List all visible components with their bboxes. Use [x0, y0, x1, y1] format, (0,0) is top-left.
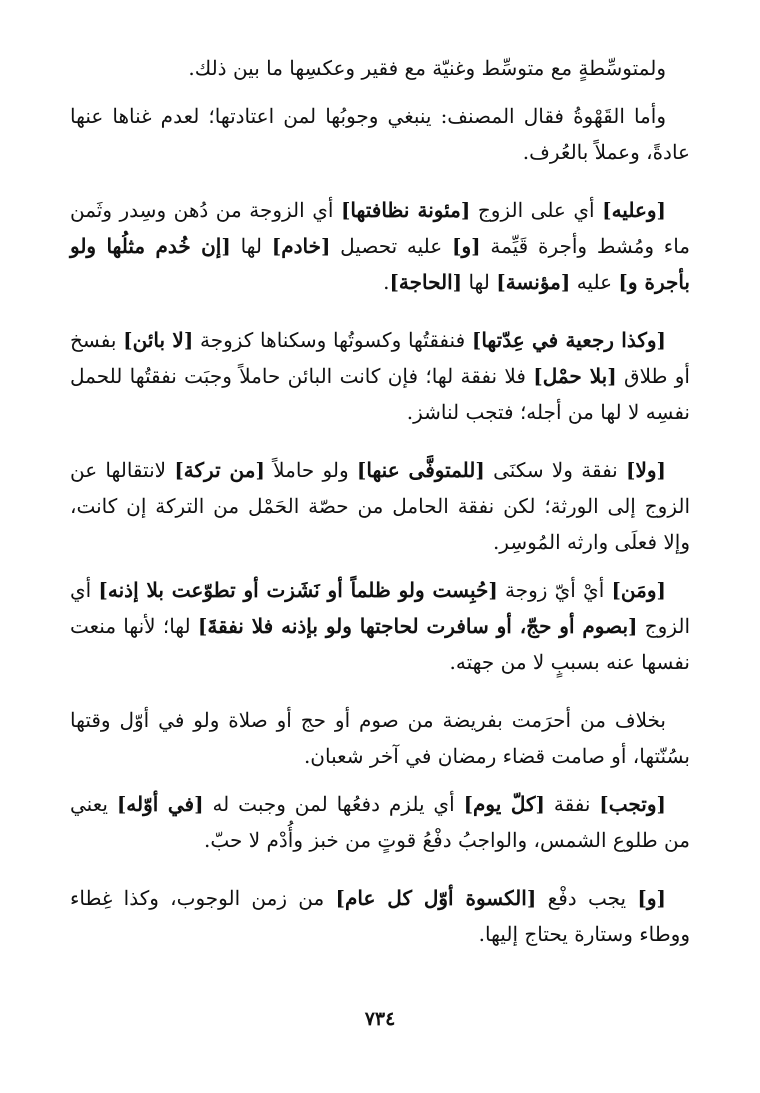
matn-text: [مئونة نظافتها] — [340, 198, 471, 222]
commentary-text: أي على الزوج — [470, 198, 603, 222]
matn-text: [في أوّله] — [116, 792, 204, 816]
commentary-text: لها — [230, 234, 272, 258]
matn-text: [ومَن] — [611, 578, 666, 602]
paragraph-3 — [70, 192, 690, 300]
commentary-text: يجب دفْع — [536, 886, 638, 910]
paragraph-8 — [70, 786, 690, 858]
commentary-text: عليه — [570, 270, 619, 294]
commentary-text: نفقة ولا سكنَى — [484, 458, 627, 482]
paragraph-1 — [70, 50, 690, 86]
paragraph-9 — [70, 880, 690, 952]
commentary-text: ولمتوسِّطةٍ مع متوسِّط وغنيّة مع فقير وعكسِها ما بين ذلك. — [188, 56, 666, 80]
matn-text: [الكسوة أوّل كل عام] — [335, 886, 537, 910]
paragraph-5 — [70, 452, 690, 560]
commentary-text: نفقة — [544, 792, 600, 816]
commentary-text: أيْ أيّ زوجة — [497, 578, 612, 602]
matn-text: [وكذا رجعية في عِدّتها] — [471, 328, 666, 352]
commentary-text: وأما القَهْوةُ فقال المصنف: ينبغي وجوبُها لمن اعتادتها؛ لعدم غناها عنها عادةً، وعملاً بالعُرف. — [70, 104, 690, 164]
matn-text: [كلّ يوم] — [463, 792, 545, 816]
paragraph-6 — [70, 572, 690, 680]
commentary-text: لانتقالها عن الزوج إلى الورثة؛ لكن نفقة الحامل من حصّة الحَمْل من التركة إن كانت، وإلا فعلَى وارثه المُوسِر. — [70, 458, 690, 554]
page-body — [70, 50, 690, 964]
commentary-text: ولو حاملاً — [264, 458, 357, 482]
matn-text: [حُبِست ولو ظلماً أو نَشَزت أو تطوّعت بلا إذنه] — [98, 578, 498, 602]
commentary-text: فلا نفقة لها؛ فإن كانت البائن حاملاً وجبَت نفقتُها للحمل نفسِه لا لها من أجله؛ فتجب لناشز. — [70, 364, 690, 424]
commentary-text: لها — [462, 270, 497, 294]
page-number: ٧٣٤ — [364, 1008, 396, 1030]
commentary-text: بفسخ أو طلاق — [70, 328, 690, 388]
matn-text: [مؤنسة] — [496, 270, 571, 294]
commentary-text: أي الزوج — [70, 578, 691, 638]
paragraph-2 — [70, 98, 690, 170]
commentary-text: من زمن الوجوب، وكذا غِطاء ووطاء وستارة يحتاج إليها. — [70, 886, 690, 946]
matn-text: [من تركة] — [174, 458, 265, 482]
matn-text: [و] — [637, 886, 666, 910]
matn-text: [الحاجة] — [389, 270, 463, 294]
commentary-text: أي الزوجة من دُهن وسِدر وثَمن ماء ومُشط وأجرة قَيِّمة — [70, 198, 691, 258]
matn-text: [بلا حمْل] — [533, 364, 617, 388]
matn-text: [خادم] — [271, 234, 331, 258]
commentary-text: . — [383, 270, 390, 294]
commentary-text: فنفقتُها وكسوتُها وسكناها كزوجة — [193, 328, 472, 352]
commentary-text: لها؛ لأنها منعت نفسها عنه بسببٍ لا من جهته. — [70, 614, 690, 674]
matn-text: [ولا] — [626, 458, 667, 482]
commentary-text: أي يلزم دفعُها لمن وجبت له — [203, 792, 464, 816]
matn-text: [لا بائن] — [123, 328, 194, 352]
matn-text: [وتجب] — [599, 792, 666, 816]
matn-text: [وعليه] — [602, 198, 667, 222]
commentary-text: عليه تحصيل — [330, 234, 452, 258]
commentary-text: بخلاف من أحرَمت بفريضة من صوم أو حج أو صلاة ولو في أوّل وقتها بسُنّتها، أو صامت قضاء رمضان في آخر شعبان. — [70, 708, 690, 768]
matn-text: [و] — [452, 234, 481, 258]
paragraph-7 — [70, 702, 690, 774]
matn-text: [للمتوفَّى عنها] — [356, 458, 485, 482]
commentary-text: يعني من طلوع الشمس، والواجبُ دفْعُ قوتٍ من خبز وأُدْم لا حبّ. — [70, 792, 690, 852]
paragraph-4 — [70, 322, 690, 430]
matn-text: [بصوم أو حجّ، أو سافرت لحاجتها ولو بإذنه فلا نفقةَ] — [197, 614, 638, 638]
matn-text: [إن خُدم مثلُها ولو بأجرة و] — [70, 234, 690, 294]
